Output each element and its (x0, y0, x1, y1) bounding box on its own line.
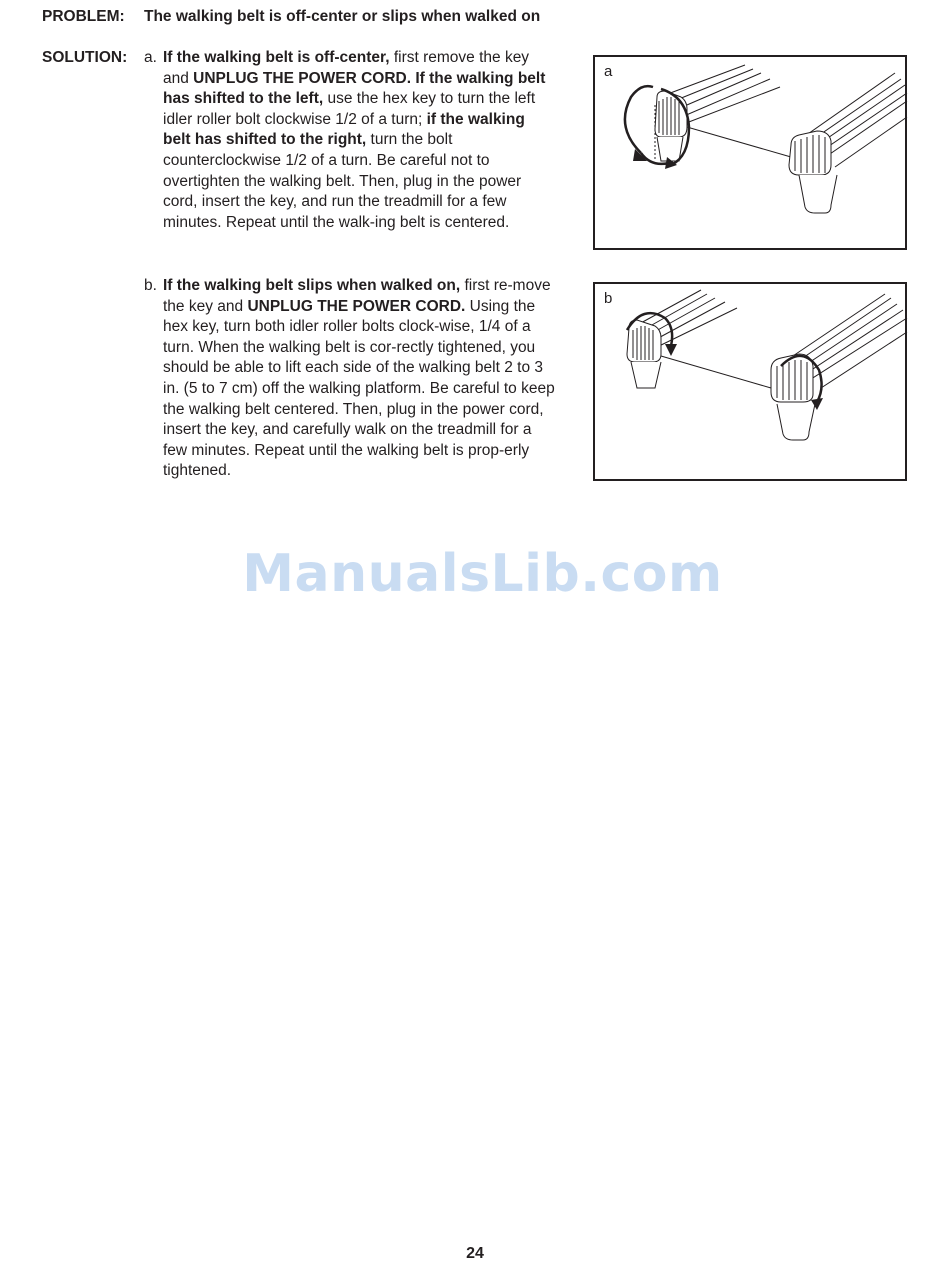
item-a-text (163, 48, 555, 233)
solution-label: SOLUTION: (42, 49, 128, 66)
figure-b-label: b (604, 290, 613, 307)
item-a-run-1: first remove the key and (163, 49, 530, 87)
item-a-run-3: use the hex key to turn the left idler roller bolt clockwise 1/2 of a turn; (163, 90, 536, 128)
item-a-run-4: if the walking belt has shifted to the right, (163, 110, 525, 149)
watermark: ManualsLib.com (242, 544, 723, 604)
item-b-letter: b. (144, 277, 157, 294)
item-a-run-5: turn the bolt counterclockwise 1/2 of a turn. Be careful not to overtighten the walking belt. Then, plug in the power cord, insert the key, and run the treadmill for a few minutes. Repeat until the walk-ing belt is centered. (163, 131, 522, 231)
item-b-run-0: If the walking belt slips when walked on, (163, 277, 461, 294)
item-b-run-3: Using the hex key, turn both idler roller bolts clock-wise, 1/4 of a turn. When the walking belt is cor-rectly tightened, you should be able to lift each side of the walking belt 2 to 3 in. (5 to 7 cm) off the walking platform. Be careful to keep the walking belt centered. Then, plug in the power cord, insert the key, and carefully walk on the treadmill for a few minutes. Repeat until the walking belt is prop-erly tightened. (163, 297, 555, 480)
figure-a-illustration (595, 57, 909, 252)
item-a-run-2: UNPLUG THE POWER CORD. If the walking belt has shifted to the left, (163, 69, 546, 108)
figure-a-label: a (604, 63, 613, 80)
figure-b (593, 282, 907, 481)
page-number: 24 (466, 1245, 484, 1262)
figure-a (593, 55, 907, 250)
item-a-run-0: If the walking belt is off-center, (163, 49, 390, 66)
item-a-letter: a. (144, 49, 157, 66)
item-b-run-1: first re-move the key and (163, 277, 551, 315)
problem-text: The walking belt is off-center or slips when walked on (144, 8, 541, 25)
item-b-text (163, 276, 555, 482)
item-b-run-2: UNPLUG THE POWER CORD. (247, 297, 466, 315)
figure-b-illustration (595, 284, 909, 483)
problem-line (42, 8, 540, 26)
problem-label: PROBLEM: (42, 8, 125, 25)
